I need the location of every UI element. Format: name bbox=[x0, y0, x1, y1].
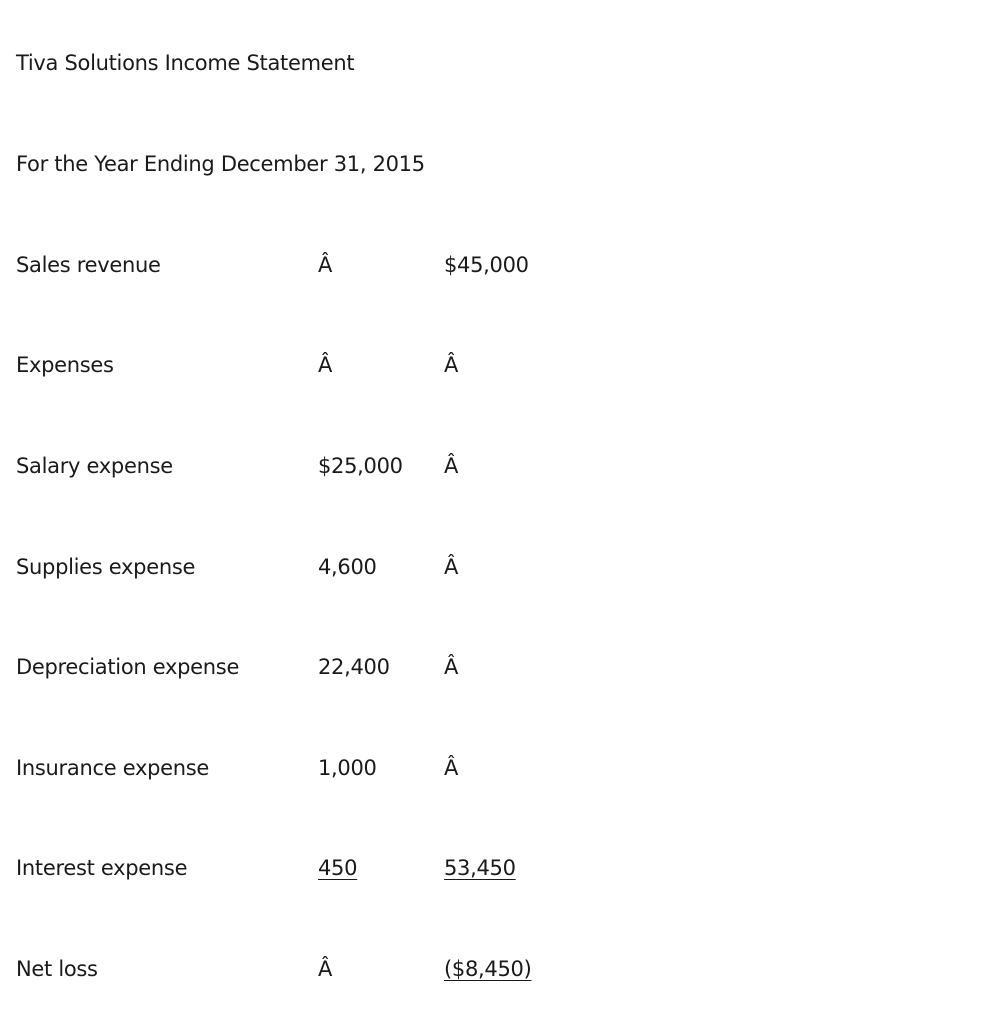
row-label: Sales revenue bbox=[16, 253, 161, 277]
row-insurance-expense bbox=[0, 758, 1005, 782]
row-value-a: 450 bbox=[318, 856, 358, 880]
row-label: Depreciation expense bbox=[16, 655, 240, 679]
row-label: Supplies expense bbox=[16, 555, 196, 579]
row-expenses bbox=[0, 355, 1005, 379]
row-salary-expense bbox=[0, 456, 1005, 480]
row-value-a: Â bbox=[318, 253, 333, 277]
row-value-a: 4,600 bbox=[318, 555, 377, 579]
statement-title: Tiva Solutions Income Statement bbox=[16, 51, 355, 75]
statement-period: For the Year Ending December 31, 2015 bbox=[16, 152, 425, 176]
row-label: Expenses bbox=[16, 353, 114, 377]
row-label: Salary expense bbox=[16, 454, 173, 478]
row-value-b: Â bbox=[444, 555, 459, 579]
row-net-loss bbox=[0, 959, 1005, 983]
row-value-b: Â bbox=[444, 655, 459, 679]
row-value-a: $25,000 bbox=[318, 454, 403, 478]
row-sales-revenue bbox=[0, 255, 1005, 279]
row-label: Interest expense bbox=[16, 856, 188, 880]
row-value-b: ($8,450) bbox=[444, 957, 532, 981]
row-depreciation-expense bbox=[0, 657, 1005, 681]
row-value-b: Â bbox=[444, 353, 459, 377]
row-value-a: 1,000 bbox=[318, 756, 377, 780]
row-value-a: Â bbox=[318, 353, 333, 377]
row-supplies-expense bbox=[0, 557, 1005, 581]
row-value-a: Â bbox=[318, 957, 333, 981]
row-value-b: Â bbox=[444, 454, 459, 478]
row-value-b: $45,000 bbox=[444, 253, 529, 277]
row-label: Net loss bbox=[16, 957, 98, 981]
row-value-b: Â bbox=[444, 756, 459, 780]
row-label: Insurance expense bbox=[16, 756, 210, 780]
row-interest-expense bbox=[0, 858, 1005, 882]
row-value-b: 53,450 bbox=[444, 856, 516, 880]
row-value-a: 22,400 bbox=[318, 655, 390, 679]
